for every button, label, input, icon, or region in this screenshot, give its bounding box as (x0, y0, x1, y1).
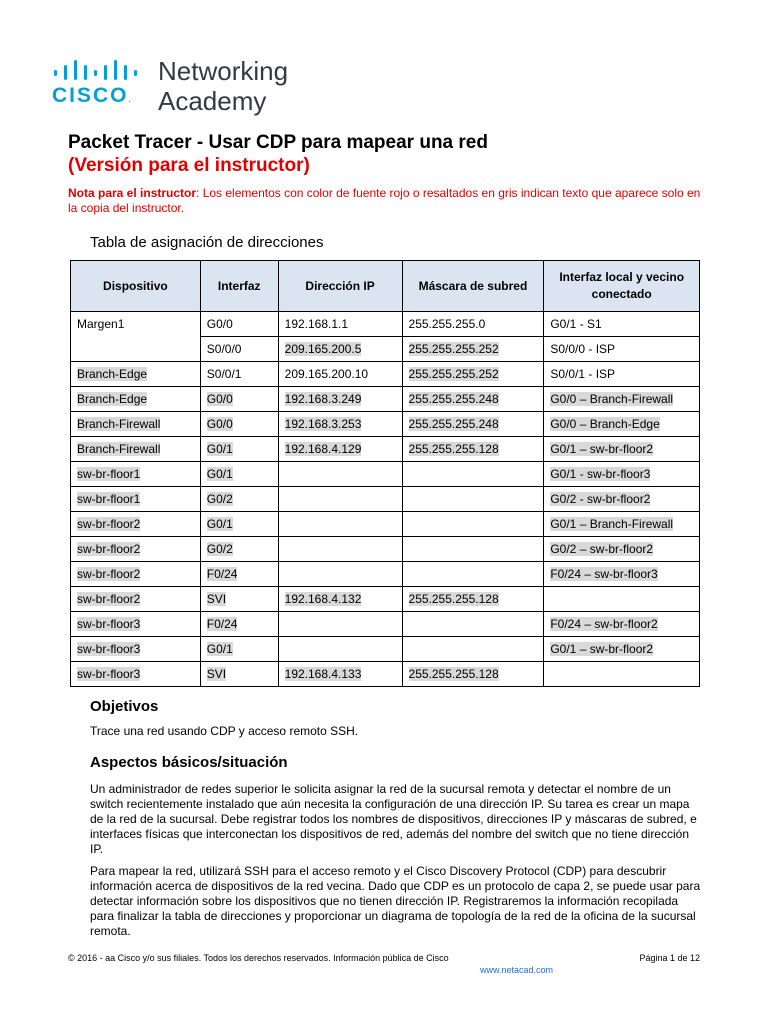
cell-ip (278, 612, 402, 637)
cell-mask: 255.255.255.248 (402, 412, 544, 437)
table-row (71, 412, 700, 437)
table-row (71, 512, 700, 537)
cisco-bars-icon (52, 58, 148, 80)
cell-interface: SVI (200, 662, 278, 687)
cell-interface: S0/0/0 (200, 337, 278, 362)
footer-page-number: Página 1 de 12 (639, 953, 700, 963)
cell-interface: G0/1 (200, 462, 278, 487)
cell-neighbor: G0/1 – sw-br-floor2 (544, 437, 700, 462)
cell-neighbor: S0/0/1 - ISP (544, 362, 700, 387)
cell-interface: S0/0/1 (200, 362, 278, 387)
cell-ip (278, 487, 402, 512)
cell-interface: G0/1 (200, 637, 278, 662)
cell-ip: 192.168.3.253 (278, 412, 402, 437)
footer-url-link[interactable]: www.netacad.com (480, 965, 554, 975)
cell-device: sw-br-floor3 (71, 637, 201, 662)
cell-mask (402, 537, 544, 562)
table-row (71, 562, 700, 587)
cell-neighbor: G0/1 - sw-br-floor3 (544, 462, 700, 487)
cell-mask: 255.255.255.252 (402, 362, 544, 387)
cell-mask: 255.255.255.128 (402, 437, 544, 462)
cell-interface: G0/0 (200, 412, 278, 437)
instructor-note-text: : Los elementos con color de fuente rojo o resaltados en gris indican texto que aparece solo en la copia del instructor. (68, 186, 701, 215)
cell-interface: F0/24 (200, 612, 278, 637)
cell-device: sw-br-floor2 (71, 562, 201, 587)
cell-ip: 192.168.4.132 (278, 587, 402, 612)
background-paragraph-2: Para mapear la red, utilizará SSH para el acceso remoto y el Cisco Discovery Protocol (CDP) para descubrir información acerca de dispositivos de la red vecina. Dado que CDP es un protocolo de capa 2, se puede usar para detectar información sobre los dispositivos que no tienen dirección IP. Registraremos la información recopilada para finalizar la tabla de direcciones y proporcionar un diagrama de topología de la red de la oficina de la sucursal remota. (90, 864, 701, 938)
cell-ip (278, 537, 402, 562)
table-row (71, 637, 700, 662)
cell-neighbor: S0/0/0 - ISP (544, 337, 700, 362)
cell-ip: 192.168.4.129 (278, 437, 402, 462)
cell-interface: G0/2 (200, 487, 278, 512)
cell-device: Branch-Firewall (71, 437, 201, 462)
table-row (71, 537, 700, 562)
logo-networking: Networking (158, 56, 289, 86)
table-row (71, 387, 700, 412)
cell-interface: SVI (200, 587, 278, 612)
cell-mask: 255.255.255.252 (402, 337, 544, 362)
cell-neighbor: F0/24 – sw-br-floor2 (544, 612, 700, 637)
cell-device: sw-br-floor2 (71, 587, 201, 612)
cell-mask (402, 612, 544, 637)
cell-interface: G0/0 (200, 387, 278, 412)
cell-interface: G0/1 (200, 437, 278, 462)
header-ip-address: Dirección IP (278, 261, 402, 312)
cell-ip (278, 562, 402, 587)
cell-neighbor: G0/1 – sw-br-floor2 (544, 637, 700, 662)
table-header-row (71, 261, 700, 312)
cell-device: sw-br-floor2 (71, 512, 201, 537)
cell-ip (278, 462, 402, 487)
cell-mask: 255.255.255.128 (402, 587, 544, 612)
cell-device: Branch-Edge (71, 362, 201, 387)
table-row (71, 312, 700, 337)
cisco-wordmark: CISCO. (52, 84, 133, 107)
cisco-networking-academy-logo (52, 58, 312, 116)
cell-mask: 255.255.255.0 (402, 312, 544, 337)
cell-device: sw-br-floor1 (71, 462, 201, 487)
header-device: Dispositivo (71, 261, 201, 312)
cell-neighbor: G0/0 – Branch-Firewall (544, 387, 700, 412)
table-row (71, 662, 700, 687)
background-paragraph-1: Un administrador de redes superior le solicita asignar la red de la sucursal remota y detectar el nombre de un switch recientemente instalado que aún necesita la configuración de una dirección IP. Su tarea es crear un mapa de la red de la sucursal. Debe registrar todos los nombres de dispositivos, direcciones IP y máscaras de subred, e interfaces físicas que interconectan los dispositivos de red, además del nombre del switch que no tiene dirección IP. (90, 782, 697, 856)
header-subnet-mask: Máscara de subred (402, 261, 544, 312)
cell-ip (278, 512, 402, 537)
cell-device: sw-br-floor2 (71, 537, 201, 562)
cell-device: sw-br-floor3 (71, 612, 201, 637)
cell-neighbor (544, 662, 700, 687)
table-row (71, 612, 700, 637)
header-neighbor: Interfaz local y vecino conectado (544, 261, 700, 312)
cell-mask (402, 637, 544, 662)
cell-neighbor (544, 587, 700, 612)
instructor-note (68, 186, 708, 216)
table-row (71, 487, 700, 512)
cell-neighbor: F0/24 – sw-br-floor3 (544, 562, 700, 587)
cell-device: Margen1 (71, 312, 201, 362)
cell-ip: 192.168.3.249 (278, 387, 402, 412)
cell-interface: G0/0 (200, 312, 278, 337)
cell-device: sw-br-floor3 (71, 662, 201, 687)
instructor-note-label: Nota para el instructor (68, 186, 197, 200)
cell-neighbor: G0/2 – sw-br-floor2 (544, 537, 700, 562)
objectives-text: Trace una red usando CDP y acceso remoto SSH. (90, 724, 359, 738)
cell-mask (402, 462, 544, 487)
cell-mask: 255.255.255.248 (402, 387, 544, 412)
cell-neighbor: G0/1 – Branch-Firewall (544, 512, 700, 537)
cell-mask: 255.255.255.128 (402, 662, 544, 687)
cell-device: sw-br-floor1 (71, 487, 201, 512)
cell-ip (278, 637, 402, 662)
objectives-heading: Objetivos (90, 698, 159, 715)
addressing-table (70, 260, 700, 687)
logo-academy: Academy (158, 86, 267, 116)
cell-mask (402, 512, 544, 537)
cell-ip: 209.165.200.5 (278, 337, 402, 362)
addressing-table-heading: Tabla de asignación de direcciones (90, 234, 324, 251)
page-title: Packet Tracer - Usar CDP para mapear una red (68, 132, 488, 153)
table-row (71, 437, 700, 462)
cell-neighbor: G0/0 – Branch-Edge (544, 412, 700, 437)
cell-interface: G0/2 (200, 537, 278, 562)
header-interface: Interfaz (200, 261, 278, 312)
table-row (71, 587, 700, 612)
cell-mask (402, 487, 544, 512)
cell-ip: 192.168.4.133 (278, 662, 402, 687)
cell-device: Branch-Edge (71, 387, 201, 412)
cell-neighbor: G0/2 - sw-br-floor2 (544, 487, 700, 512)
cell-neighbor: G0/1 - S1 (544, 312, 700, 337)
cell-ip: 209.165.200.10 (278, 362, 402, 387)
table-row (71, 462, 700, 487)
cell-mask (402, 562, 544, 587)
cell-interface: F0/24 (200, 562, 278, 587)
cell-interface: G0/1 (200, 512, 278, 537)
table-row (71, 362, 700, 387)
background-heading: Aspectos básicos/situación (90, 754, 288, 771)
page-subtitle: (Versión para el instructor) (68, 155, 310, 176)
footer-copyright: © 2016 - aa Cisco y/o sus filiales. Todos los derechos reservados. Información pública de Cisco (68, 953, 449, 963)
cell-device: Branch-Firewall (71, 412, 201, 437)
cell-ip: 192.168.1.1 (278, 312, 402, 337)
